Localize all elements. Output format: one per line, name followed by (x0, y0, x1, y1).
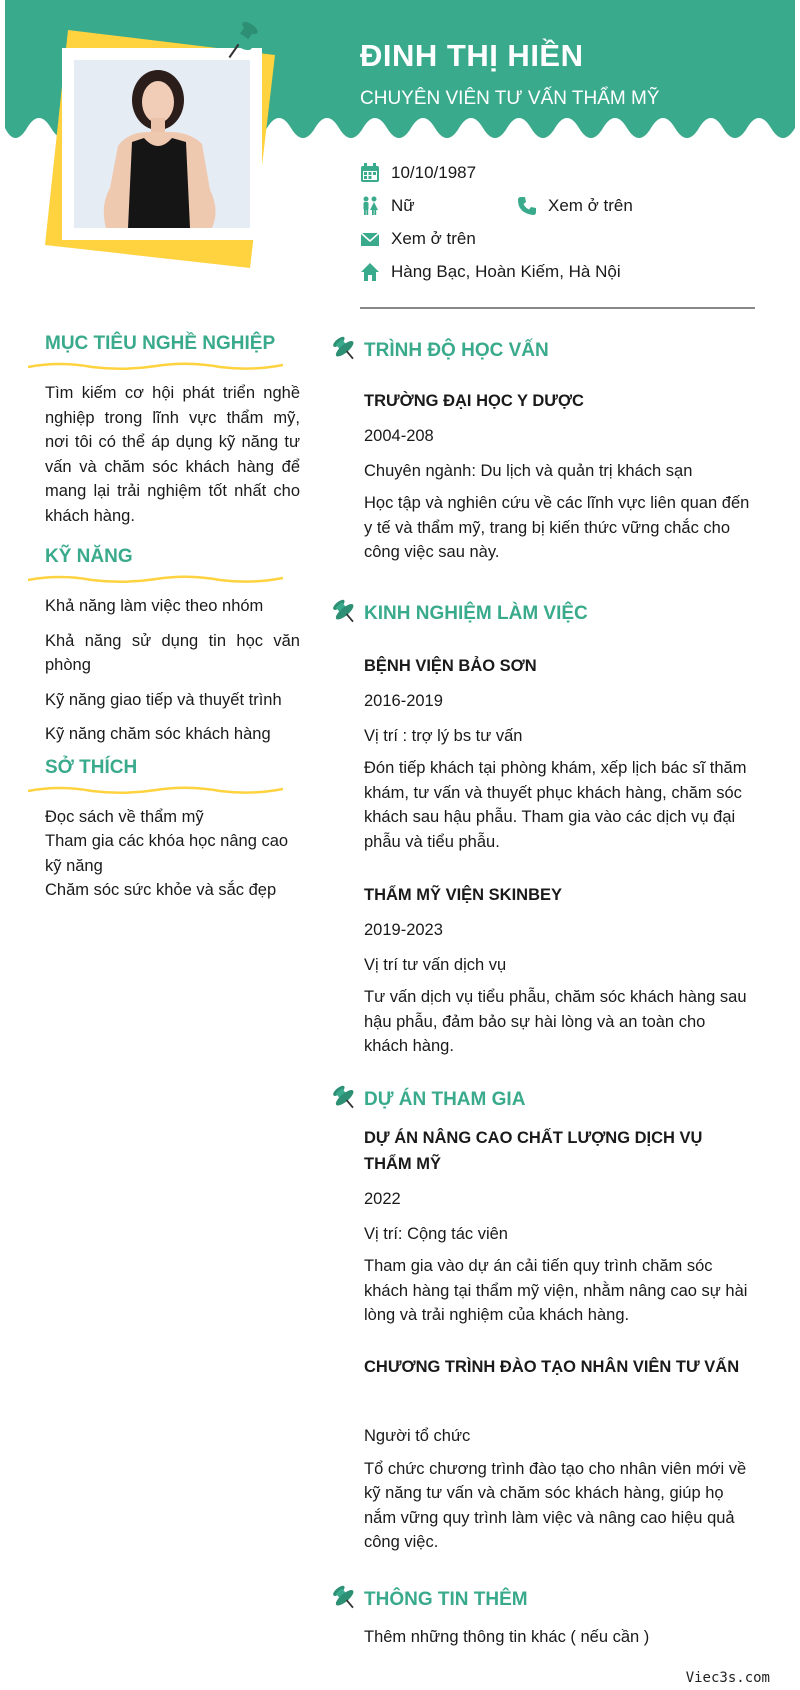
contact-email (360, 229, 476, 249)
hobby-item: Tham gia các khóa học nâng cao kỹ năng (45, 832, 289, 875)
left-column (28, 333, 300, 903)
candidate-name: ĐINH THỊ HIỀN (360, 38, 584, 73)
hobbies-underline (28, 785, 283, 795)
education-period: 2004-208 (364, 427, 434, 445)
projects-title: DỰ ÁN THAM GIA (364, 1089, 526, 1110)
contact-phone (517, 196, 633, 216)
hobbies-title: SỞ THÍCH (45, 756, 138, 778)
pin-icon (330, 1583, 358, 1611)
project-desc: Tổ chức chương trình đào tạo cho nhân viên mới về kỹ năng tư vấn và chăm sóc khách hàng, giúp họ nắm vững quy trình làm việc và nâng cao hiệu quả công việc. (364, 1459, 747, 1551)
project-desc: Tham gia vào dự án cải tiến quy trình chăm sóc khách hàng tại thẩm mỹ viện, nhằm nâng cao sự hài lòng và trải nghiệm của khách hàng. (364, 1257, 748, 1324)
contact-birthday (360, 163, 476, 183)
candidate-job-title: CHUYÊN VIÊN TƯ VẤN THẨM MỸ (360, 88, 660, 109)
skill-item: Kỹ năng chăm sóc khách hàng (45, 725, 271, 743)
home-icon (360, 262, 380, 282)
experience-item (330, 882, 750, 1059)
project-role: Người tổ chức (364, 1427, 471, 1445)
birthday-text: 10/10/1987 (391, 163, 477, 182)
experience-section (330, 603, 750, 1059)
projects-section (330, 1089, 750, 1555)
skill-item: Khả năng làm việc theo nhóm (45, 597, 264, 615)
experience-company: THẨM MỸ VIỆN SKINBEY (364, 886, 563, 904)
experience-period: 2016-2019 (364, 692, 443, 710)
skill-item: Kỹ năng giao tiếp và thuyết trình (45, 690, 282, 709)
contact-divider (360, 307, 755, 309)
gender-text: Nữ (391, 196, 415, 215)
experience-company: BỆNH VIỆN BẢO SƠN (364, 657, 537, 675)
contact-address (360, 262, 621, 282)
extra-section (330, 1589, 750, 1650)
project-year (364, 1390, 750, 1415)
phone-icon (517, 196, 537, 216)
experience-title: KINH NGHIỆM LÀM VIỆC (364, 603, 588, 624)
pin-icon (330, 1083, 358, 1111)
project-item (330, 1125, 750, 1328)
profile-photo (40, 20, 310, 280)
project-name: DỰ ÁN NÂNG CAO CHẤT LƯỢNG DỊCH VỤ THẨM MỸ (364, 1129, 703, 1173)
skills-underline (28, 574, 283, 584)
project-item (330, 1354, 750, 1555)
hobby-item: Đọc sách về thẩm mỹ (45, 807, 204, 826)
pin-icon (330, 597, 358, 625)
gender-icon (360, 196, 380, 216)
hobby-item: Chăm sóc sức khỏe và sắc đẹp (45, 881, 277, 899)
address-text: Hàng Bạc, Hoàn Kiếm, Hà Nội (391, 262, 621, 281)
experience-item (330, 653, 750, 854)
education-school: TRƯỜNG ĐẠI HỌC Y DƯỢC (364, 392, 584, 410)
email-icon (360, 229, 380, 249)
experience-desc: Tư vấn dịch vụ tiểu phẫu, chăm sóc khách hàng sau hậu phẫu, đảm bảo sự hài lòng và an toàn cho khách hàng. (364, 988, 747, 1055)
experience-desc: Đón tiếp khách tại phòng khám, xếp lịch bác sĩ thăm khám, tư vấn và thuyết phục khách hàng, chăm sóc khách sau hậu phẫu. Tham gia vào các dịch vụ đại phẫu và tiểu phẫu. (364, 759, 747, 851)
experience-position: Vị trí : trợ lý bs tư vấn (364, 726, 523, 745)
project-role: Vị trí: Cộng tác viên (364, 1224, 508, 1243)
experience-period: 2019-2023 (364, 921, 443, 939)
email-text: Xem ở trên (391, 229, 476, 248)
pin-icon (330, 334, 358, 362)
contact-gender (360, 196, 415, 216)
watermark: Viec3s.com (685, 1670, 770, 1686)
extra-text: Thêm những thông tin khác ( nếu cần ) (364, 1628, 650, 1646)
education-section (330, 340, 750, 565)
extra-title: THÔNG TIN THÊM (364, 1589, 528, 1610)
education-title: TRÌNH ĐỘ HỌC VẤN (364, 340, 549, 361)
objective-text: Tìm kiếm cơ hội phát triển nghề nghiệp trong lĩnh vực thẩm mỹ, nơi tôi có thể áp dụng kỹ năng tư vấn và chăm sóc khách hàng để mang lại trải nghiệm tốt nhất cho khách hàng. (45, 384, 300, 525)
calendar-icon (360, 163, 380, 183)
objective-title: MỤC TIÊU NGHỀ NGHIỆP (45, 333, 276, 354)
education-major: Chuyên ngành: Du lịch và quản trị khách sạn (364, 461, 693, 480)
skill-item: Khả năng sử dụng tin học văn phòng (45, 631, 300, 674)
project-name: CHƯƠNG TRÌNH ĐÀO TẠO NHÂN VIÊN TƯ VẤN (364, 1357, 740, 1376)
phone-text: Xem ở trên (548, 196, 633, 215)
education-desc: Học tập và nghiên cứu về các lĩnh vực liên quan đến y tế và thẩm mỹ, trang bị kiến thức vững chắc cho công việc sau này. (364, 494, 750, 561)
experience-position: Vị trí tư vấn dịch vụ (364, 955, 507, 974)
skills-title: KỸ NĂNG (45, 546, 133, 567)
project-year: 2022 (364, 1190, 401, 1208)
objective-underline (28, 361, 283, 371)
